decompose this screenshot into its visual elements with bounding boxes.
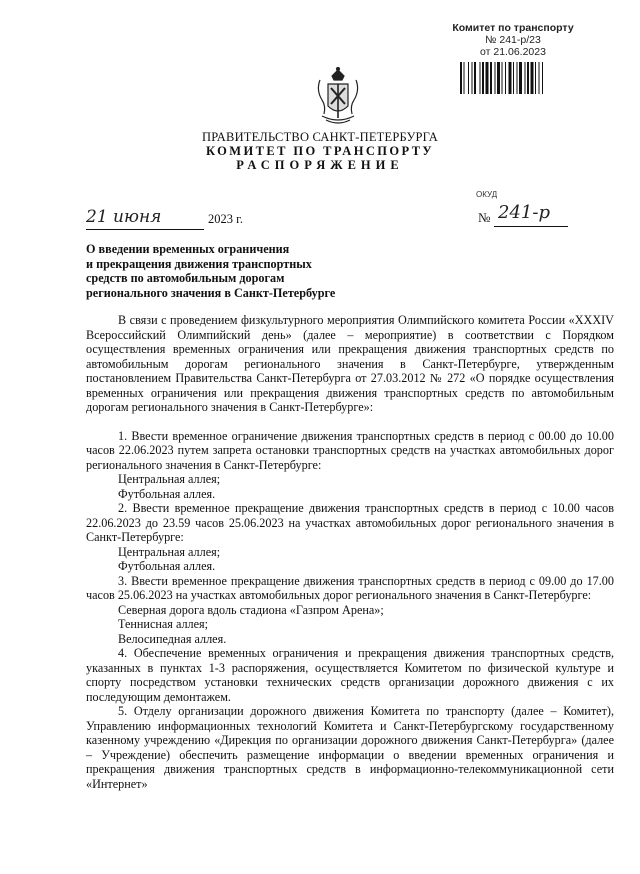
- clause-1-item: Футбольная аллея.: [118, 486, 216, 501]
- title-line: О введении временных ограничения: [86, 242, 290, 256]
- clause-2-item: Центральная аллея;: [118, 544, 221, 559]
- document-year: 2023 г.: [208, 212, 243, 226]
- clause-1-item: Центральная аллея;: [118, 472, 221, 486]
- document-title: [86, 242, 386, 300]
- clause-3-item: Теннисная аллея;: [118, 617, 209, 631]
- clause-3-item: Велосипедная аллея.: [118, 631, 227, 646]
- document-body: [86, 313, 614, 791]
- clause-3: 3. Ввести временное прекращение движения транспортных средств в период с 09.00 до 17.00 часов 25.06.2023 на участках автомобильных дорог регионального значения в Санкт-Петербурге:: [86, 573, 614, 602]
- stamp-line-3: от 21.06.2023: [480, 46, 546, 58]
- handwritten-date: 21 июня: [86, 207, 204, 230]
- barcode: [460, 62, 592, 94]
- title-line: и прекращения движения транспортных: [86, 256, 312, 271]
- document-type-heading: РАСПОРЯЖЕНИЕ: [236, 158, 404, 172]
- okud-label: ОКУД: [476, 190, 498, 199]
- title-line: регионального значения в Санкт-Петербурге: [86, 285, 336, 300]
- coat-of-arms-icon: [312, 66, 364, 128]
- registration-stamp: [438, 22, 588, 58]
- title-line: средств по автомобильным дорогам: [86, 271, 285, 286]
- committee-heading: КОМИТЕТ ПО ТРАНСПОРТУ: [206, 144, 434, 158]
- clause-2-item: Футбольная аллея.: [118, 559, 216, 573]
- clause-3-item: Северная дорога вдоль стадиона «Газпром Арена»;: [118, 602, 384, 617]
- preamble-paragraph: В связи с проведением физкультурного мероприятия Олимпийского комитета России «XXXIV Всероссийский Олимпийский день» (далее – мероприятие) в соответствии с Порядком осуществления временных ограничения или прекращения движения транспортных средств по автомобильным дорогам регионального значения в Санкт-Петербурге, утвержденным постановлением Правительства Санкт-Петербурга от 27.03.2012 № 272 «О порядке осуществления временных ограничения или прекращения движения транспортных средств по автомобильным дорогам регионального значения в Санкт-Петербурге»:: [86, 313, 614, 414]
- stamp-line-1: Комитет по транспорту: [452, 22, 574, 34]
- clause-5: 5. Отделу организации дорожного движения Комитета по транспорту (далее – Комитет), Управлению информационных технологий Комитета и Санкт-Петербургскому государственному казенному учреждению «Дирекция по организации дорожного движения Санкт-Петербурга» (далее – Учреждение) обеспечить размещение информации о введении временных ограничения и прекращения движения транспортных средств в информационно-телекоммуникационной сети «Интернет»: [86, 704, 614, 791]
- handwritten-number: 241-р: [494, 202, 568, 227]
- clause-4: 4. Обеспечение временных ограничения и прекращения движения транспортных средств, указанных в пунктах 1-3 распоряжения, осуществляется Комитетом по физической культуре и спорту посредством установки технических средств организации дорожного движения с их последующим демонтажем.: [86, 646, 614, 704]
- clause-2: 2. Ввести временное прекращение движения транспортных средств в период с 10.00 часов 22.06.2023 до 23.59 часов 25.06.2023 на участках автомобильных дорог регионального значения в Санкт-Петербурге:: [86, 501, 614, 544]
- clause-1: 1. Ввести временное ограничение движения транспортных средств в период с 00.00 до 10.00 часов 22.06.2023 путем запрета остановки транспортных средств на участках автомобильных дорог регионального значения в Санкт-Петербурге:: [86, 428, 614, 472]
- number-label: №: [478, 210, 491, 225]
- government-heading: ПРАВИТЕЛЬСТВО САНКТ-ПЕТЕРБУРГА: [202, 130, 438, 144]
- stamp-line-2: № 241-р/23: [485, 34, 541, 46]
